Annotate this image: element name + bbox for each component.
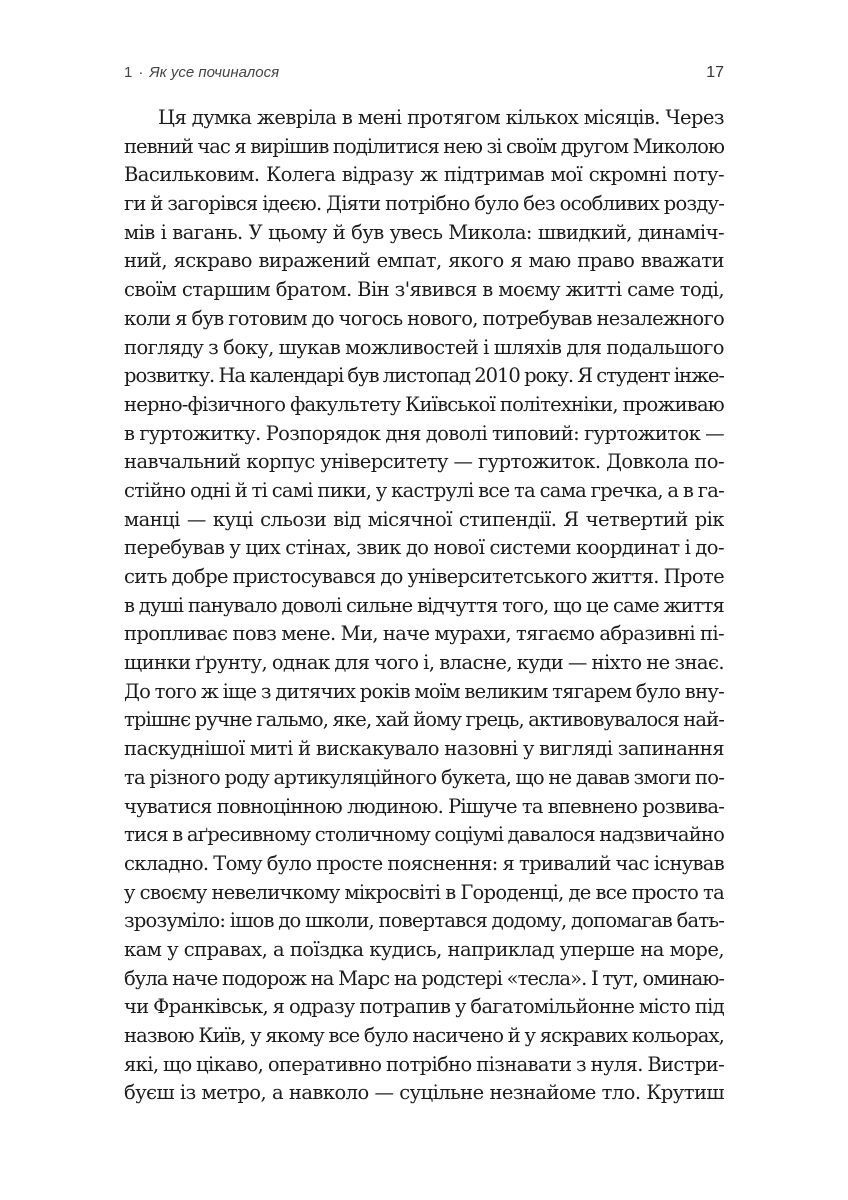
text-line: коли я був готовим до чогось нового, потребував незалежного	[124, 306, 724, 330]
text-line: ний, яскраво виражений емпат, якого я маю право вважати	[124, 249, 724, 273]
page-number: 17	[706, 64, 724, 81]
text-line: які, що цікаво, оперативно потрібно пізнавати з нуля. Вистри-	[124, 1052, 724, 1076]
text-line: зрозуміло: ішов до школи, повертався додому, допомагав бать-	[124, 909, 724, 933]
text-line: у своєму невеличкому мікросвіті в Городенці, де все просто та	[124, 880, 724, 904]
text-line: кам у справах, а поїздка кудись, наприклад уперше на море,	[124, 937, 724, 961]
text-line: Васильковим. Колега відразу ж підтримав мої скромні поту-	[124, 163, 724, 187]
text-line: паскуднішої миті й вискакувало назовні у вигляді запинання	[124, 737, 724, 761]
text-line: в гуртожитку. Розпорядок дня доволі типовий: гуртожиток —	[124, 421, 724, 445]
text-line: своїм старшим братом. Він з'явився в моєму житті саме тоді,	[124, 278, 724, 302]
text-line: погляду з боку, шукав можливостей і шляхів для подальшого	[124, 335, 724, 359]
text-line: трішнє ручне гальмо, яке, хай йому грець, активовувалося най-	[124, 708, 724, 732]
text-line: та різного роду артикуляційного букета, що не давав змоги по-	[124, 765, 724, 789]
text-line: нерно-фізичного факультету Київської політехніки, проживаю	[124, 392, 724, 416]
text-line: в душі панувало доволі сильне відчуття того, що це саме життя	[124, 593, 724, 617]
text-line: перебував у цих стінах, звик до нової системи координат і до-	[124, 536, 724, 560]
text-line: буєш із метро, а навколо — суцільне незнайоме тло. Крутиш	[124, 1081, 724, 1105]
text-line: тися в аґресивному столичному соціумі давалося надзвичайно	[124, 823, 724, 847]
text-line: певний час я вирішив поділитися нею зі своїм другом Миколою	[124, 134, 724, 158]
text-line: ги й загорівся ідеєю. Діяти потрібно було без особливих розду-	[124, 192, 724, 216]
text-line: щинки ґрунту, однак для чого і, власне, куди — ніхто не знає.	[124, 651, 724, 675]
chapter-separator: ·	[138, 64, 144, 81]
text-line: навчальний корпус університету — гуртожиток. Довкола по-	[124, 450, 724, 474]
text-line: була наче подорож на Марс на родстері «тесла». І тут, оминаю-	[124, 966, 724, 990]
text-line: стійно одні й ті самі пики, у каструлі все та сама гречка, а в га-	[124, 478, 724, 502]
chapter-number: 1	[124, 64, 133, 81]
text-line: розвитку. На календарі був листопад 2010 року. Я студент інже-	[124, 364, 724, 388]
chapter-title: Як усе починалося	[149, 64, 280, 81]
text-line: складно. Тому було просте пояснення: я тривалий час існував	[124, 851, 724, 875]
chapter-header	[124, 63, 279, 83]
text-line: Ця думка жевріла в мені протягом кількох місяців. Через	[158, 106, 724, 129]
text-line: чуватися повноцінною людиною. Рішуче та впевнено розвива-	[124, 794, 724, 818]
text-line: чи Франківськ, я одразу потрапив у багатомільйонне місто під	[124, 995, 724, 1019]
text-line: манці — куці сльози від місячної стипендії. Я четвертий рік	[124, 507, 724, 531]
text-line: мів і вагань. У цьому й був увесь Микола: швидкий, динаміч-	[124, 220, 724, 244]
text-line: назвою Київ, у якому все було насичено й у яскравих кольорах,	[124, 1024, 724, 1047]
running-head	[124, 63, 724, 87]
text-line: До того ж іще з дитячих років моїм великим тягарем було вну-	[124, 679, 724, 703]
text-line: сить добре пристосувався до університетського життя. Проте	[124, 565, 724, 588]
text-line: пропливає повз мене. Ми, наче мурахи, тягаємо абразивні пі-	[124, 622, 724, 646]
body-text	[124, 104, 724, 1108]
